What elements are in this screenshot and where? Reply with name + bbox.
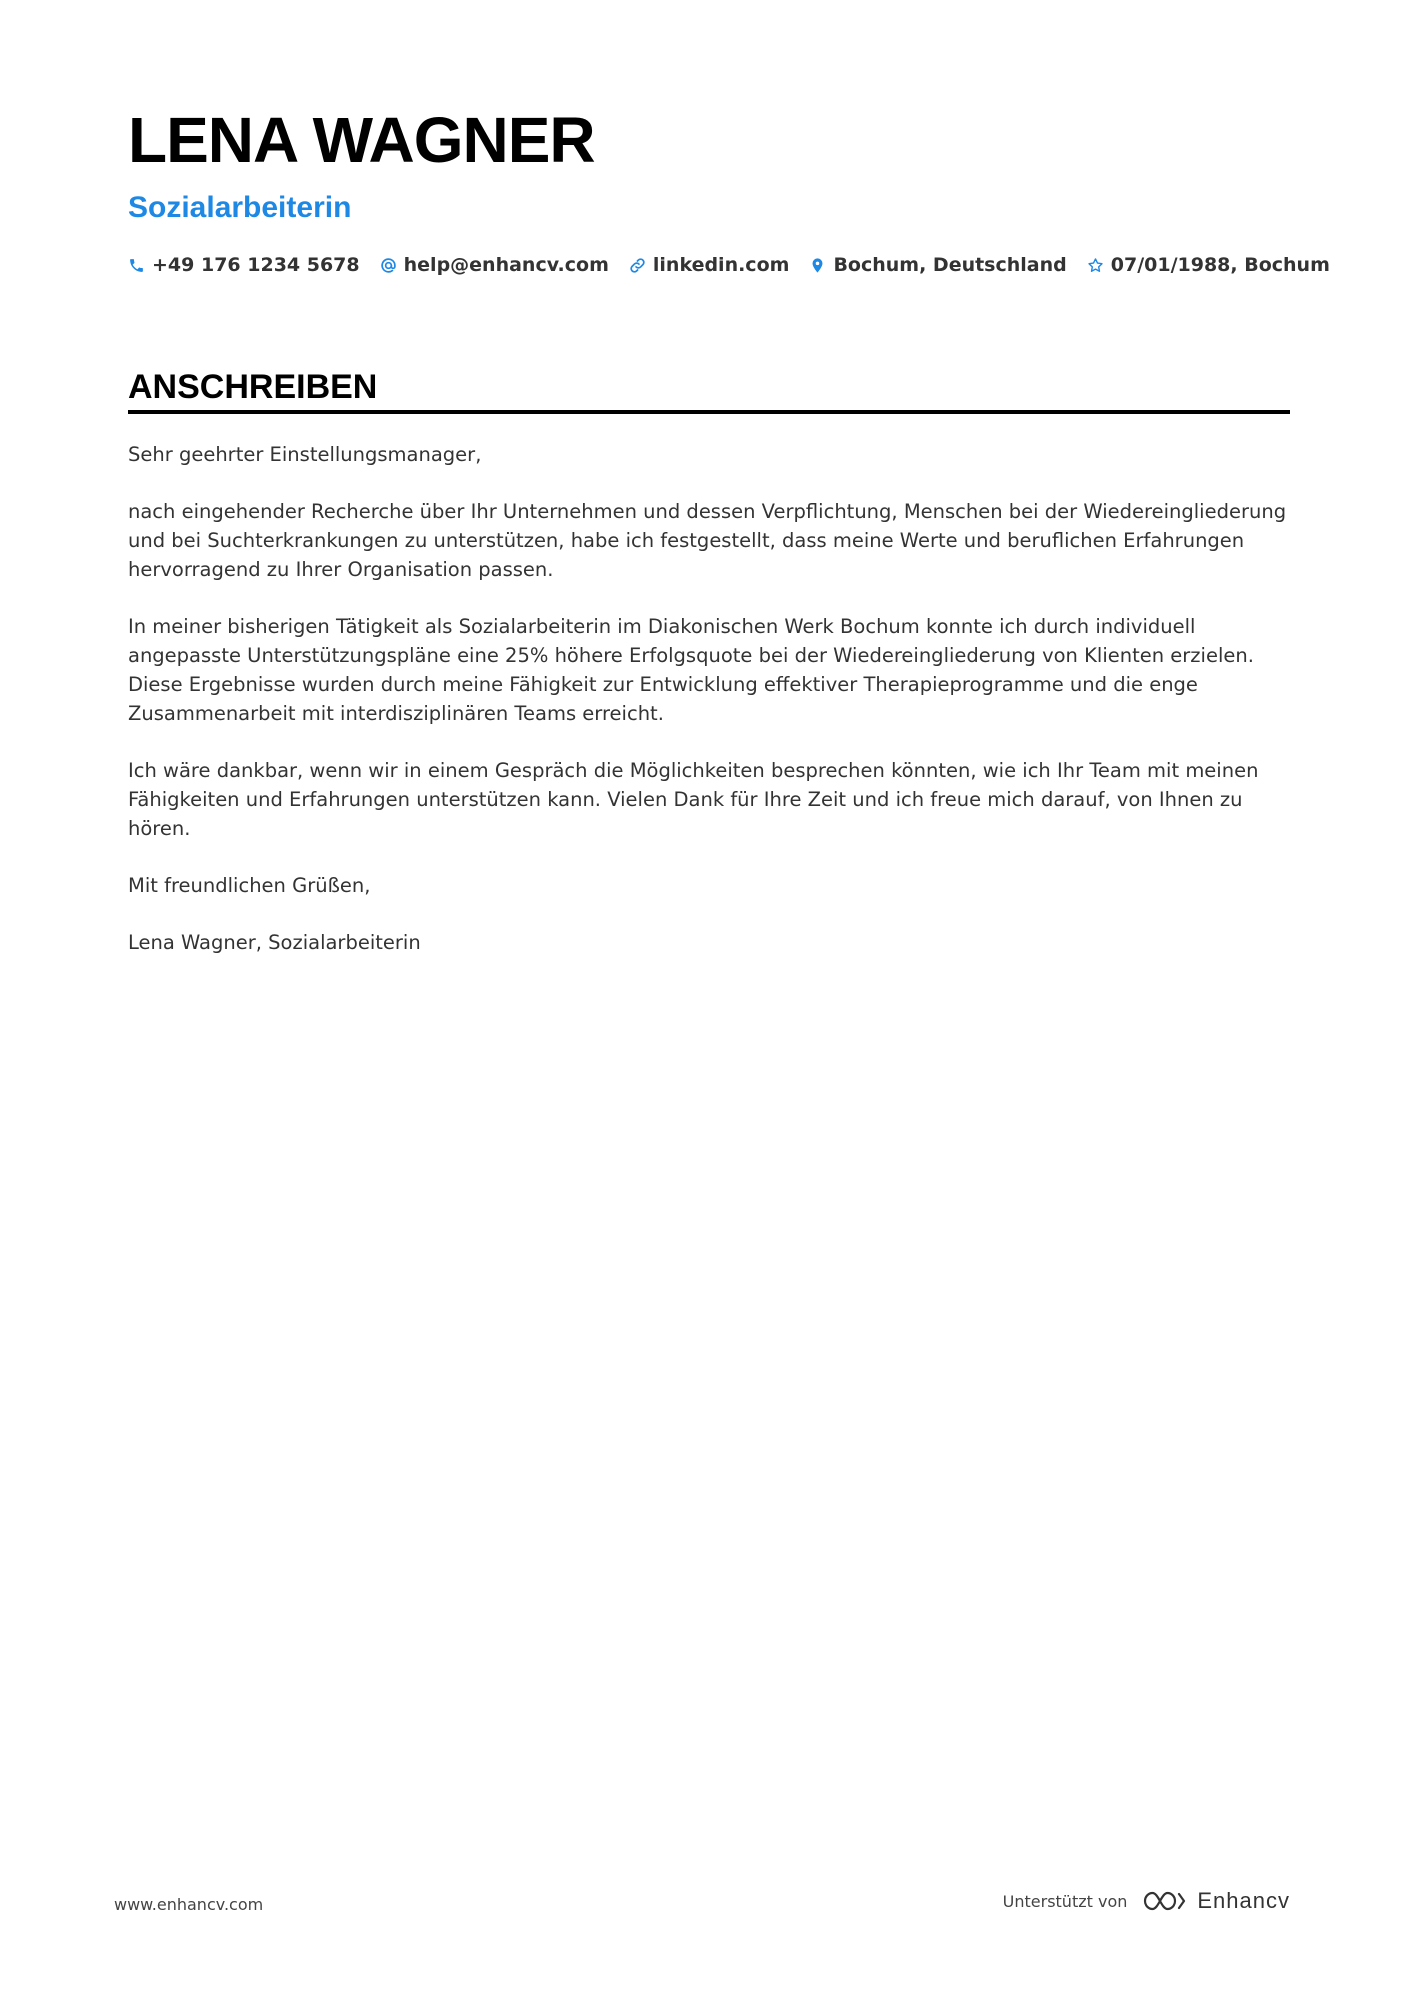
letter-signature: Lena Wagner, Sozialarbeiterin (128, 931, 421, 954)
letter-paragraph: Ich wäre dankbar, wenn wir in einem Gespräch die Möglichkeiten besprechen könnten, wie ich Ihr Team mit meinen Fähigkeiten und Erfahrungen unterstützen kann. Vielen Dank für Ihre Zeit und ich freue mich darauf, von Ihnen zu hören. (128, 759, 1259, 840)
link-icon (629, 257, 646, 274)
letter-body (128, 440, 1288, 985)
contact-email[interactable] (380, 254, 609, 276)
powered-by-label: Unterstützt von (1002, 1891, 1128, 1911)
contact-bar (128, 254, 1350, 276)
job-title: Sozialarbeiterin (128, 191, 352, 224)
letter-paragraph: In meiner bisherigen Tätigkeit als Sozialarbeiterin im Diakonischen Werk Bochum konnte ich durch individuell angepasste Unterstützungspläne eine 25% höhere Erfolgsquote bei der Wiedereingliederung von Klienten erzielen. Diese Ergebnisse wurden durch meine Fähigkeit zur Entwicklung effektiver Therapieprogramme und die enge Zusammenarbeit mit interdisziplinären Teams erreicht. (128, 615, 1254, 725)
star-icon (1087, 257, 1104, 274)
footer-website[interactable]: www.enhancv.com (114, 1895, 264, 1914)
contact-phone-text: +49 176 1234 5678 (152, 254, 360, 276)
letter-salutation: Sehr geehrter Einstellungsmanager, (128, 443, 482, 466)
contact-linkedin-text: linkedin.com (652, 254, 790, 276)
contact-email-text: help@enhancv.com (403, 254, 609, 276)
contact-birth (1087, 254, 1330, 276)
at-icon (380, 257, 397, 274)
contact-location (809, 254, 1066, 276)
contact-location-text: Bochum, Deutschland (833, 254, 1067, 276)
letter-closing: Mit freundlichen Grüßen, (128, 874, 371, 897)
section-title: ANSCHREIBEN (128, 368, 378, 406)
contact-phone[interactable] (128, 254, 360, 276)
brand-name: Enhancv (1197, 1888, 1290, 1913)
applicant-name: LENA WAGNER (128, 104, 595, 176)
letter-paragraph: nach eingehender Recherche über Ihr Unternehmen und dessen Verpflichtung, Menschen bei der Wiedereingliederung und bei Suchterkrankungen zu unterstützen, habe ich festgestellt, dass meine Werte und beruflichen Erfahrungen hervorragend zu Ihrer Organisation passen. (128, 500, 1287, 581)
contact-linkedin[interactable] (629, 254, 790, 276)
location-icon (809, 257, 826, 274)
contact-birth-text: 07/01/1988, Bochum (1110, 254, 1330, 276)
section-divider (128, 410, 1290, 414)
footer-powered-by[interactable] (1003, 1888, 1290, 1914)
enhancv-logo-icon (1141, 1888, 1187, 1914)
phone-icon (128, 257, 145, 274)
